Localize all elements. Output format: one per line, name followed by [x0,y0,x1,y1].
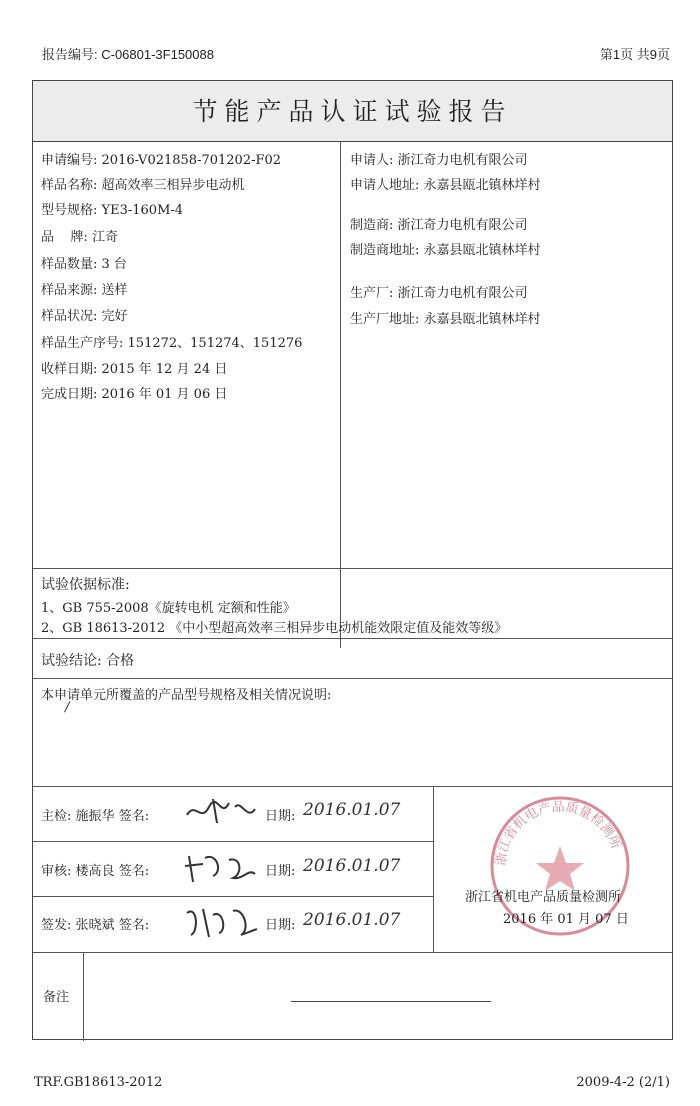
field-completed-date: 完成日期: 2016 年 01 月 06 日 [41,387,228,402]
test-conclusion: 试验结论: 合格 [41,653,135,669]
report-title: 节能产品认证试验报告 [33,81,672,142]
signature-divider [433,786,434,952]
field-manufacturer: 制造商: 浙江奇力电机有限公司 [350,218,528,233]
standard-item: 2、GB 18613-2012 《中小型超高效率三相异步电动机能效限定值及能效等级》 [41,621,508,636]
field-applicant: 申请人: 浙江奇力电机有限公司 [350,153,528,168]
date-label: 日期: [265,918,296,933]
field-received-date: 收样日期: 2015 年 12 月 24 日 [41,362,228,377]
standards-title: 试验依据标准: [41,577,130,593]
inspector-date: 2016.01.07 [303,800,401,820]
signature-approver [183,901,263,941]
date-label: 日期: [265,864,296,879]
field-quantity: 样品数量: 3 台 [41,257,127,272]
divider-remarks [33,952,672,953]
field-factory-address: 生产厂地址: 永嘉县瓯北镇林垟村 [350,312,541,327]
field-condition: 样品状况: 完好 [41,309,128,324]
report-form [32,80,673,1040]
divider-conclusion [33,638,672,639]
org-date: 2016 年 01 月 07 日 [503,912,629,927]
field-model: 型号规格: YE3-160M-4 [41,203,184,218]
field-factory: 生产厂: 浙江奇力电机有限公司 [350,286,528,301]
remarks-divider [83,952,84,1041]
report-number: 报告编号: C-06801-3F150088 [42,47,214,62]
coverage-mark: / [65,700,70,715]
field-serial-no: 样品生产序号: 151272、151274、151276 [41,336,303,351]
field-source: 样品来源: 送样 [41,283,128,298]
date-label: 日期: [265,809,296,824]
field-sample-name: 样品名称: 超高效率三相异步电动机 [41,178,245,193]
signature-reviewer [183,848,263,886]
field-manufacturer-address: 制造商地址: 永嘉县瓯北镇林垟村 [350,243,541,258]
field-applicant-address: 申请人地址: 永嘉县瓯北镇林垟村 [350,178,541,193]
signature-row-inspector: 主检: 施振华 签名: [41,809,150,824]
page-indicator: 第1页 共9页 [599,47,670,62]
org-name: 浙江省机电产品质量检测所 [465,890,622,905]
form-code: TRF.GB18613-2012 [34,1075,163,1090]
remarks-line [291,1001,491,1002]
divider-standards [33,568,672,569]
signature-row-reviewer: 审核: 楼高良 签名: [41,864,150,879]
signature-row-approver: 签发: 张晓斌 签名: [41,918,150,933]
divider-signatures [33,786,672,787]
coverage-description: 本申请单元所覆盖的产品型号规格及相关情况说明: [41,688,332,703]
remarks-label: 备注 [43,990,70,1005]
signature-inspector [183,793,263,829]
svg-text:浙江省机电产品质量检测所: 浙江省机电产品质量检测所 [493,799,624,867]
approver-date: 2016.01.07 [303,910,401,930]
field-application-no: 申请编号: 2016-V021858-701202-F02 [41,153,282,168]
column-divider [340,142,341,648]
standard-item: 1、GB 755-2008《旋转电机 定额和性能》 [41,601,296,616]
field-brand: 品 牌: 江奇 [41,230,119,245]
reviewer-date: 2016.01.07 [303,856,401,876]
divider-coverage [33,678,672,679]
divider-approve [33,896,433,897]
divider-review [33,841,433,842]
form-version: 2009-4-2 (2/1) [576,1075,670,1090]
